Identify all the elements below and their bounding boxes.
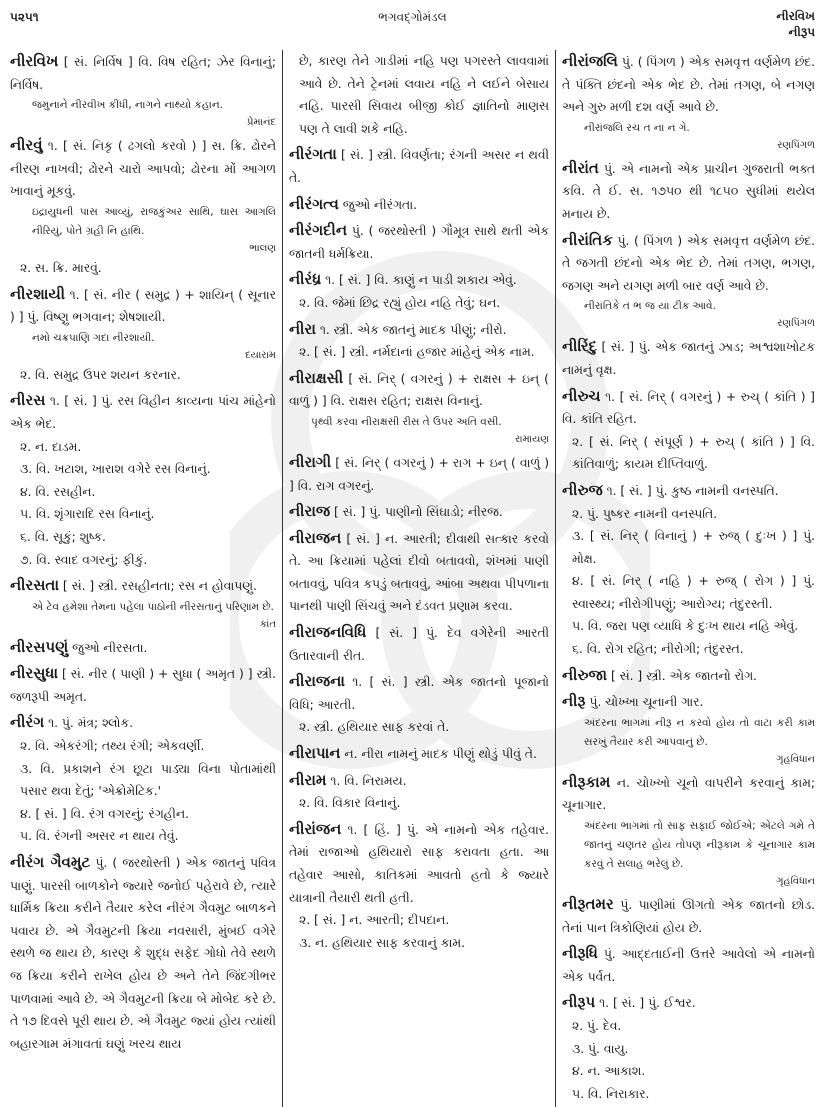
- quotation-source: રણપિંગળ: [777, 318, 815, 330]
- entry-text: ૧. [ સં. નિર્ ( વગરનું ) + રુચ્ ( કાંતિ ) ] વિ. કાંતિ રહિત.: [562, 389, 815, 427]
- dictionary-entry: [289, 219, 549, 265]
- entry-text: [ સં. ] પું. પાણીનો સિંઘાડો; નીરજ.: [334, 505, 503, 520]
- entry-definition: [562, 771, 815, 817]
- dictionary-entry: [289, 318, 549, 364]
- entry-sense: ૨. સ. ક્રિ. મારવું.: [20, 260, 102, 275]
- entry-headword: નીરશાયી: [10, 284, 66, 303]
- entry-headword: નીરાજ: [289, 502, 331, 521]
- dictionary-entry: [10, 636, 276, 660]
- entry-text: પું. ( પિંગળ ) એક સમવૃત્ત વર્ણમેળ છંદ. તે જગતી છંદનો એક ભેદ છે. તેમાં તગણ, ભગણ, જગણ અને યગણ મળી બાર વર્ણ આવે છે.: [562, 233, 815, 293]
- dictionary-entry: [10, 662, 276, 708]
- entry-text: ૧. [ હિં. ] પું. એ નામનો એક તહેવાર. તેમાં રાજાઓ હથિયારો સાફ કરાવતા હતા. આ તહેવાર આસો, કાતિકમાં આવતો હતો કે જ્યારે યાત્રાની તૈયારી થતી હતી.: [289, 822, 549, 905]
- page-header: [0, 6, 825, 50]
- dictionary-entry: [289, 451, 549, 497]
- entry-definition: [562, 229, 815, 298]
- entry-definition: [562, 942, 815, 988]
- entry-headword: નીરિંદુ: [562, 337, 597, 356]
- entry-text: [ સં. નિર્ ( વગરનું ) + રાગ + ઇન્ ( વાળું ) ] વિ. રાગ વગરનું.: [289, 455, 549, 493]
- dictionary-entry: [289, 143, 549, 189]
- entry-definition: [289, 50, 549, 140]
- entry-definition: [289, 193, 549, 217]
- entry-definition: [10, 851, 276, 1055]
- entry-text: ૧. [ સં. નિકૃ ( ઢગલો કરવો ) ] સ. ક્રિ. ઢોરને નીરણ નાખવી; ઢોરને ચારો આપવો; ઢોરના મોં આગળ ખાવાનું મૂકવું.: [10, 139, 276, 199]
- entry-headword: નીરંગદીન: [289, 221, 348, 240]
- quotation-source: રણપિંગળ: [777, 139, 815, 151]
- dictionary-entry: [562, 942, 815, 988]
- entry-text: પું. ( પિંગળ ) એક સમવૃત્ત વર્ણમેળ છંદ. તે પંક્તિ છંદનો એક ભેદ છે. તેમાં તગણ, બે નગણ અને ગુરુ મળી દશ વર્ણ આવે છે.: [562, 55, 815, 115]
- dictionary-entry: [289, 742, 549, 766]
- entry-sense: ૨. વિ. એકરંગી; તથ્ય રંગી; એકવર્ણી.: [20, 739, 205, 754]
- entry-text: [ સં. નિર્વિષ ] વિ. વિષ રહિત; ઝેર વિનાનું; નિર્વિષ.: [10, 55, 276, 92]
- entry-definition: [562, 991, 815, 1015]
- entry-sense: ૨. [ સં. ] સ્ત્રી. નર્મદાનાં હજાર માંહેનું એક નામ.: [299, 345, 535, 360]
- dictionary-columns: [4, 50, 821, 1107]
- entry-definition: [289, 451, 549, 497]
- entry-definition: [10, 662, 276, 708]
- dictionary-entry: [562, 157, 815, 226]
- entry-definition: [289, 268, 549, 292]
- entry-definition: [562, 157, 815, 226]
- entry-headword: નીરૂધિ: [562, 944, 598, 963]
- column-3: [555, 50, 821, 1107]
- entry-definition: [10, 50, 276, 96]
- entry-text: પું. ચોખ્ખા ચૂનાની ગાર.: [589, 695, 704, 710]
- dictionary-entry: [10, 711, 276, 848]
- entry-definition: [562, 479, 815, 503]
- entry-sense: ૫. વિ. શૃંગારાદિ રસ વિનાનું.: [20, 507, 155, 522]
- entry-sense: ૨. ન. દાડમ.: [20, 439, 82, 454]
- entry-text: જુઓ નીરસતા.: [72, 640, 148, 655]
- entry-definition: [289, 219, 549, 265]
- entry-text: ન. નીરા નામનું માદક પીણું થોડું પીવું તે.: [344, 747, 537, 762]
- entry-text: ન. ચોખ્ખો ચૂનો વાપરીને કરવાનું કામ; ચૂનાગાર.: [562, 775, 815, 813]
- dictionary-entry: [289, 769, 549, 815]
- entry-headword: નીરંગતા: [289, 145, 337, 164]
- entry-definition: [289, 318, 549, 342]
- entry-sense: ૨. [ સં. નિર્ ( સંપૂર્ણ ) + રુચ્ ( કાંતિ ) ] વિ. કાંતિવાળું; કાયમ દીપ્તિવાળું.: [572, 434, 815, 472]
- entry-text: [ સં. નિર્ ( વગરનું ) + રાક્ષસ + ઇન્ ( વાળું ) ] વિ. રાક્ષસ રહિત; રાક્ષસ વિનાનું.: [289, 371, 549, 409]
- entry-definition: [562, 893, 815, 939]
- entry-headword: નીરાંત: [562, 158, 599, 177]
- entry-definition: [562, 335, 815, 381]
- entry-quotation: નમો ચક્રપાણિ ગદા નીરશાયી.: [32, 331, 155, 344]
- entry-sense: ૪. વિ. રસહીન.: [20, 484, 96, 499]
- entry-sense: ૪. [ સં. નિર્ ( નહિ ) + રુજ્ ( રોગ ) ] પું. સ્વાસ્થ્ય; નીરોગીપણું; આરોગ્ય; તંદુરસ્તી.: [572, 574, 815, 611]
- dictionary-entry: [562, 229, 815, 333]
- guide-word-last: નીરૂપ: [788, 25, 815, 39]
- dictionary-entry: [562, 991, 815, 1105]
- quotation-source: રામાયણ: [514, 433, 549, 445]
- entry-definition: [562, 664, 815, 688]
- entry-quotation: ઇદ્રાયુધની પાસ આવ્યું, રાજકુંઅર સાથિ, ઘાસ આગલિ નીરિયું, પોતે ગ્રહી નિ હાથિ.: [32, 205, 276, 237]
- quotation-source: પ્રેમાનંદ: [246, 117, 276, 129]
- entry-definition: [289, 527, 549, 618]
- dictionary-entry: [10, 574, 276, 633]
- entry-headword: નીરવિખ: [10, 52, 59, 70]
- entry-text: [ સં. ] સ્ત્રી. એક જાતનો રોગ.: [610, 668, 757, 683]
- entry-text: ૧. સ્ત્રી. એક જાતનું માદક પીણું; નીરો.: [319, 322, 507, 337]
- dictionary-entry: [562, 335, 815, 381]
- book-title: ભગવદ્ગોમંડલ: [378, 10, 447, 24]
- entry-definition: [10, 711, 276, 735]
- entry-text: [ સં. ] પું. દેવ વગેરેની આરતી ઉતારવાની રીત.: [289, 626, 549, 663]
- entry-definition: [10, 283, 276, 329]
- entry-headword: નીરંગત્વ: [289, 194, 339, 213]
- entry-text: જુઓ નીરંગતા.: [342, 197, 417, 212]
- entry-headword: નીરસપણું: [10, 637, 69, 656]
- entry-text: [ સં. નીર ( પાણી ) + સુધા ( અમૃત ) ] સ્ત્રી. જળરૂપી અમૃત.: [10, 667, 276, 704]
- entry-headword: નીરુચ: [562, 386, 601, 405]
- entry-text: [ સં. ] સ્ત્રી. રસહીનતા; રસ ન હોવાપણું.: [62, 579, 257, 594]
- entry-sense: ૩. પું. વાયુ.: [572, 1041, 629, 1056]
- guide-words: [776, 8, 815, 40]
- entry-headword: નીરાજન: [289, 528, 342, 547]
- entry-sense: ૫. વિ. રંગની અસર ન થાય તેવું.: [20, 829, 179, 844]
- dictionary-entry: [10, 50, 276, 131]
- entry-headword: નીરંગ ગૈવમુટ: [10, 853, 91, 872]
- entry-text: ૧. [ સં. ] પું. રસ વિહીન કાવ્યના પાંચ માંહેનો એક ભેદ.: [10, 394, 276, 431]
- entry-quotation: જમુનાને નીરવીખ કીધી, નાગને નાથ્યો કહાન.: [32, 99, 224, 112]
- dictionary-entry: [562, 385, 815, 476]
- entry-sense: ૩. [ સં. નિર્ ( વિનાનું ) + રુજ્ ( દુઃખ ) ] પું. મોક્ષ.: [572, 529, 815, 566]
- entry-quotation: એ ટેવ હમેશા તેમના પહેલા પાઠોની નીરસતાનું પરિણામ છે.: [32, 600, 274, 613]
- quotation-source: ગૃહવિધાન: [776, 876, 815, 888]
- entry-headword: નીરાંજલિ: [562, 52, 618, 70]
- entry-headword: નીરાગી: [289, 452, 332, 471]
- dictionary-entry: [562, 893, 815, 939]
- dictionary-entry: [562, 50, 815, 154]
- entry-headword: નીરુજ: [562, 480, 603, 499]
- entry-headword: નીરા: [289, 319, 316, 338]
- entry-definition: [289, 742, 549, 766]
- dictionary-entry: [289, 268, 549, 314]
- entry-text: પું. આદ્દતાઈની ઉત્તરે આવેલો એ નામનો એક પર્વત.: [562, 947, 815, 984]
- column-2: [282, 50, 555, 1107]
- entry-quotation: અંદરના ભાગમાં તો સાફ સફાઈ જોઈએ; એટલે ગમે તે જાતનું ચણતર હોય તોપણ નીરૂકામ કે ચૂનાગાર કામ કરવું તે સલાહ ભરેલું છે.: [584, 820, 815, 871]
- entry-headword: નીરુજા: [562, 665, 608, 684]
- entry-sense: ૩. વિ. ખટાશ, ખારાશ વગેરે રસ વિનાનું.: [20, 462, 211, 477]
- entry-text: ૧. પું. મંત્ર; શ્લોક.: [48, 716, 133, 731]
- dictionary-entry: [562, 479, 815, 661]
- entry-text: છે, કારણ તેને ગાડીમાં નહિ પણ પગરસ્તે લાવવામાં આવે છે. તેને ટ્રેનમાં લવાય નહિ ને લઈને બેસાય નહિ. પારસી સિવાય બીજી કોઈ જ્ઞાતિનો માણસ પણ તે લાવી શકે નહિ.: [299, 54, 549, 136]
- dictionary-entry: [562, 664, 815, 688]
- entry-sense: ૨. વિ. સમુદ્ર ઉપર શયન કરનાર.: [20, 367, 181, 382]
- entry-definition: [289, 143, 549, 189]
- page-number: ૫૨૫૧: [10, 10, 39, 24]
- entry-sense: ૨. પું. દેવ.: [572, 1019, 622, 1033]
- entry-definition: [289, 367, 549, 413]
- dictionary-entry: [10, 134, 276, 279]
- entry-sense: ૭. વિ. સ્વાદ વગરનું; ફીકું.: [20, 552, 148, 567]
- entry-definition: [289, 818, 549, 909]
- entry-sense: ૨. પું. પુષ્કર નામની વનસ્પતિ.: [572, 506, 718, 521]
- entry-text: [ સં. ] ન. આરતી; દીવાથી સત્કાર કરવો તે. આ ક્રિયામાં પહેલાં દીવો બતાવવો, શંખમાં પાણી બતાવવું, પવિત્ર કપડું બતાવવું, આંબા અથવા પીપળાના પાનથી પાણી સિંચવું અને દંડવત પ્રણામ કરવા.: [289, 531, 549, 614]
- dictionary-entry: [289, 500, 549, 524]
- entry-quotation: પૃથ્વી કરવા નીરાક્ષસી રીસ તે ઉપર અતિ વસી.: [311, 415, 502, 428]
- entry-headword: નીરૂ: [562, 692, 586, 711]
- entry-text: પું. એ નામનો એક પ્રાચીન ગુજરાતી ભક્ત કવિ. તે ઈ. સ. ૧૭૫૦ થી ૧૮૫૦ સુધીમાં થયેલ મનાય છે.: [562, 161, 815, 221]
- entry-sense: ૨. [ સં. ] ન. આરતી; દીપદાન.: [299, 913, 450, 928]
- dictionary-entry: [562, 771, 815, 890]
- entry-sense: ૩. વિ. પ્રકાશને રંગ છૂટા પાડ્યા વિના પોતામાંથી પસાર થવા દેતું; 'એક્રોમેટિક.': [20, 761, 276, 799]
- entry-sense: ૨. વિ. વિકાર વિનાનું.: [299, 796, 401, 811]
- entry-text: ૧. [ સં. ] વિ. કાણું ન પાડી શકાય એવું.: [325, 273, 517, 288]
- entry-definition: [10, 134, 276, 203]
- entry-text: ૧. વિ. નિરામય.: [330, 773, 407, 788]
- dictionary-entry: [289, 193, 549, 217]
- entry-definition: [289, 670, 549, 716]
- dictionary-entry: [289, 818, 549, 955]
- entry-definition: [289, 769, 549, 793]
- quotation-source: ભાલણ: [249, 242, 276, 254]
- entry-definition: [562, 690, 815, 714]
- quotation-source: કાંત: [259, 618, 276, 630]
- entry-headword: નીરૂપ: [562, 993, 596, 1012]
- entry-headword: નીરસ: [10, 391, 46, 410]
- entry-headword: નીરસુધા: [10, 664, 59, 683]
- entry-text: ૧. [ સં. ] સ્ત્રી. એક જાતનો પૂજાનો વિધિ; આરતી.: [289, 675, 549, 712]
- entry-text: ૧. [ સં. ] પું. કુષ્ઠ નામની વનસ્પતિ.: [606, 483, 779, 498]
- dictionary-entry: [10, 851, 276, 1055]
- entry-definition: [10, 574, 276, 598]
- entry-sense: ૬. વિ. સૂકું; શુષ્ક.: [20, 529, 106, 544]
- entry-text: [ સં. ] પું. એક જાતનું ઝાડ; અશ્વશાખોટક નામનું વૃક્ષ.: [562, 340, 815, 377]
- entry-headword: નીરાજનવિધિ: [289, 623, 367, 642]
- entry-definition: [562, 385, 815, 431]
- entry-headword: નીરાપાન: [289, 744, 341, 763]
- dictionary-entry: [289, 50, 549, 140]
- entry-definition: [10, 636, 276, 660]
- dictionary-entry: [289, 670, 549, 739]
- entry-sense: ૪. [ સં. ] વિ. રંગ વગરનું; રંગહીન.: [20, 806, 190, 821]
- entry-text: પું. ( જરથોસ્તી ) ગૌમૂત્ર સાથે થતી એક જાતની ધર્મક્રિયા.: [289, 224, 549, 261]
- dictionary-entry: [562, 690, 815, 768]
- entry-text: ૧. [ સં. નીર ( સમુદ્ર ) + શાયિન્ ( સૂનાર ) ] પું. વિષ્ણુ ભગવાન; શેષશાયી.: [10, 287, 276, 325]
- entry-quotation: અંદરના ભાગમાં નીરૂ ન કરવો હોય તો વાટા કરી કામ સરખું તૈયાર કરી આપવાનું છે.: [584, 716, 815, 748]
- entry-quotation: નીરાંતિકે ત ભ જ યા ટીક આવે.: [584, 300, 716, 313]
- dictionary-entry: [289, 621, 549, 667]
- column-1: [4, 50, 282, 1107]
- quotation-source: દયારામ: [245, 349, 276, 361]
- dictionary-entry: [289, 367, 549, 448]
- entry-headword: નીરામ: [289, 770, 327, 789]
- entry-headword: નીરસતા: [10, 576, 59, 595]
- entry-definition: [289, 621, 549, 667]
- entry-text: પું. ( જરથોસ્તી ) એક જાતનું પવિત્ર પાણું. પારસી બાળકોને જ્યારે જનોઈ પહેરાવે છે, ત્યારે ધાર્મિક ક્રિયા કરીને તૈયાર કરેલ નીરંગ ગૈવમુટ બાળકને પવાય છે. એ ગૈવમુટની ક્રિયા નવસારી, મુંબઈ વગેરે સ્થળે જ થાય છે, કારણ કે શુદ્ધ સફેદ ગોધો તેવે સ્થળે જ ક્રિયા કરીને રાખેલ હોય છે અને તેને જિંદગીભર પાળવામાં આવે છે. એ ગૈવમુટની ક્રિયા બે મોબેદ કરે છે. તે ૧૭ દિવસે પૂરી થાય છે. એ ગૈવમુટ જ્યાં હોય ત્યાંથી બહારગામ મંગાવતાં ઘણું ખરચ થાય: [10, 856, 276, 1051]
- guide-word-first: નીરવિખ: [776, 9, 815, 23]
- entry-headword: નીરાજના: [289, 672, 345, 691]
- dictionary-entry: [10, 283, 276, 387]
- entry-definition: [10, 389, 276, 435]
- entry-headword: નીરાંતિક: [562, 230, 613, 249]
- dictionary-entry: [289, 527, 549, 618]
- entry-sense: ૫. વિ. જરા પણ વ્યાધિ કે દુઃખ થાય નહિ એવું.: [572, 619, 799, 634]
- entry-text: પું. પાણીમાં ઊગતો એક જાતનો છોડ. તેનાં પાન ત્રિકોણિયાં હોય છે.: [562, 898, 815, 935]
- entry-text: ૧. [ સં. ] પું. ઈશ્વર.: [599, 996, 696, 1011]
- entry-definition: [289, 500, 549, 524]
- entry-sense: ૪. ન. આકાશ.: [572, 1064, 646, 1079]
- entry-sense: ૨. સ્ત્રી. હથિયાર સાફ કરવાં તે.: [299, 720, 450, 735]
- entry-quotation: નીરાંજલિ રચ ત ના ન ગે.: [584, 121, 690, 134]
- entry-sense: ૨. વિ. જેમાં છિદ્ર રહ્યું હોય નહિ તેવું; ઘન.: [299, 295, 501, 310]
- entry-sense: ૩. ન. હથિયાર સાફ કરવાનું કામ.: [299, 935, 466, 950]
- entry-text: [ સં. ] સ્ત્રી. વિવર્ણતા; રંગની અસર ન થવી તે.: [289, 148, 549, 185]
- entry-headword: નીરૂકામ: [562, 772, 611, 791]
- entry-headword: નીરાંજન: [289, 819, 342, 838]
- entry-definition: [562, 50, 815, 119]
- entry-headword: નીરવું: [10, 136, 43, 155]
- entry-sense: ૬. વિ. રોગ રહિત; નીરોગી; તંદુરસ્ત.: [572, 642, 744, 657]
- entry-headword: નીરંધ્ર: [289, 270, 322, 289]
- entry-headword: નીરાક્ષસી: [289, 368, 344, 387]
- dictionary-entry: [10, 389, 276, 571]
- entry-headword: નીરંગ: [10, 713, 45, 732]
- entry-headword: નીરૂતમર: [562, 895, 614, 914]
- quotation-source: ગૃહવિધાન: [776, 753, 815, 765]
- entry-sense: ૫. વિ. નિરાકાર.: [572, 1086, 650, 1101]
